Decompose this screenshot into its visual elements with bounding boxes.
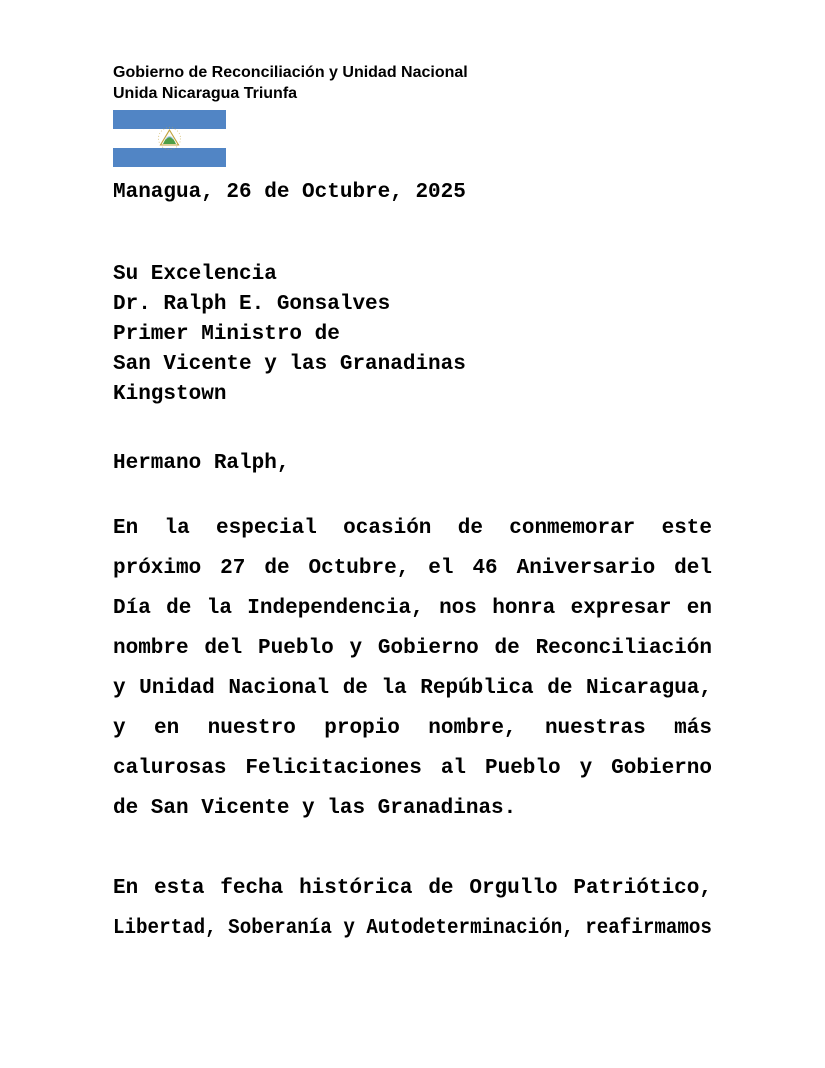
nicaragua-flag-svg [113, 110, 226, 167]
dateline: Managua, 26 de Octubre, 2025 [113, 181, 466, 204]
flag-bottom-stripe [113, 148, 226, 167]
paragraph-1 [113, 509, 712, 829]
body-line: En la especial ocasión de conmemorar este [113, 517, 712, 540]
recipient-country: San Vicente y las Granadinas [113, 353, 466, 376]
recipient-block [113, 260, 466, 410]
body-line: Día de la Independencia, nos honra expresar en [113, 597, 712, 620]
body-line [113, 909, 712, 949]
paragraph-2 [113, 869, 712, 949]
org-motto: Unida Nicaragua Triunfa [113, 85, 298, 102]
recipient-name: Dr. Ralph E. Gonsalves [113, 293, 391, 316]
body-line: nombre del Pueblo y Gobierno de Reconciliación [113, 637, 712, 660]
body-line: y Unidad Nacional de la República de Nicaragua, [113, 677, 712, 700]
recipient-honorific: Su Excelencia [113, 263, 277, 286]
flag-top-stripe [113, 110, 226, 129]
body-line: En esta fecha histórica de Orgullo Patriótico, [113, 877, 712, 900]
body-line-condensed: Libertad, Soberanía y Autodeterminación, reafirmamos [113, 917, 712, 940]
body-line: calurosas Felicitaciones al Pueblo y Gobierno [113, 757, 712, 780]
body-line: y en nuestro propio nombre, nuestras más [113, 717, 712, 740]
nicaragua-flag-icon [113, 110, 226, 167]
org-name: Gobierno de Reconciliación y Unidad Nacional [113, 64, 468, 81]
body-line: de San Vicente y las Granadinas. [113, 797, 517, 820]
letterhead [113, 62, 468, 104]
recipient-city: Kingstown [113, 383, 227, 406]
body-line: próximo 27 de Octubre, el 46 Aniversario del [113, 557, 712, 580]
salutation: Hermano Ralph, [113, 452, 290, 475]
recipient-title: Primer Ministro de [113, 323, 340, 346]
